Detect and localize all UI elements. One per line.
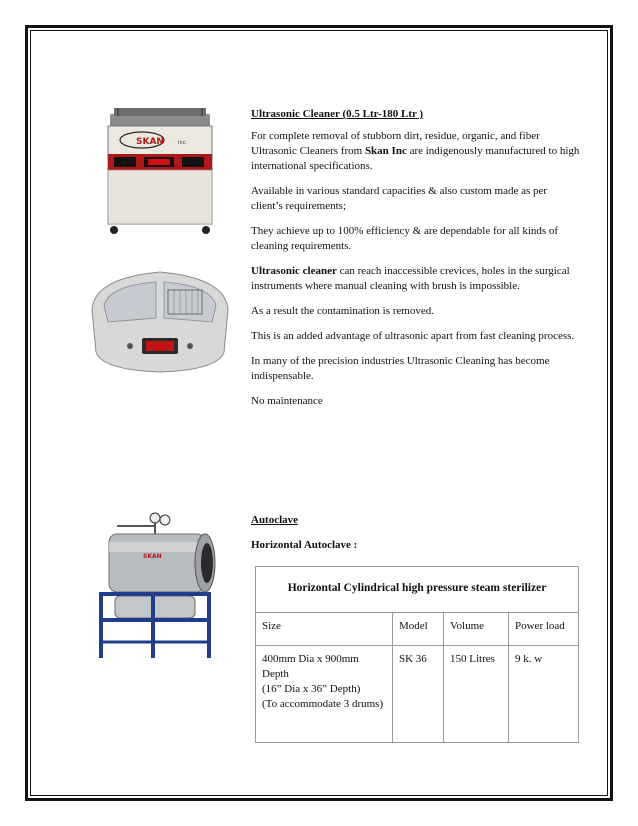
table-header-row bbox=[256, 613, 579, 646]
ultrasonic-section bbox=[251, 107, 581, 419]
cell-power-load: 9 k. w bbox=[509, 646, 579, 743]
table-row bbox=[256, 646, 579, 743]
ultrasonic-cleaner-benchtop-image bbox=[86, 266, 234, 376]
ultrasonic-paragraph-3: They achieve up to 100% efficiency & are dependable for all kinds of cleaning requirements. bbox=[251, 225, 559, 252]
autoclave-subheading: Horizontal Autoclave : bbox=[251, 539, 358, 551]
logo-text: SKAN bbox=[136, 137, 164, 147]
ultrasonic-paragraph-7: In many of the precision industries Ultrasonic Cleaning has become indispensable. bbox=[251, 355, 550, 382]
autoclave-section bbox=[251, 513, 581, 563]
horizontal-autoclave-image bbox=[95, 512, 225, 664]
autoclave-spec-table bbox=[255, 566, 579, 743]
header-power-load: Power load bbox=[509, 613, 579, 646]
autoclave-heading: Autoclave bbox=[251, 514, 299, 526]
header-size: Size bbox=[256, 613, 393, 646]
logo-suffix: Inc. bbox=[178, 140, 187, 146]
cell-volume: 150 Litres bbox=[444, 646, 509, 743]
ultrasonic-heading: Ultrasonic Cleaner (0.5 Ltr-180 Ltr ) bbox=[251, 108, 424, 120]
company-name: Skan Inc bbox=[364, 145, 407, 157]
table-caption: Horizontal Cylindrical high pressure steam sterilizer bbox=[256, 567, 579, 613]
ultrasonic-paragraph-4: Ultrasonic cleaner can reach inaccessible crevices, holes in the surgical instruments where manual cleaning with brush is impossible. bbox=[251, 265, 570, 292]
ultrasonic-paragraph-6: This is an added advantage of ultrasonic apart from fast cleaning process. bbox=[251, 330, 575, 342]
header-model: Model bbox=[393, 613, 444, 646]
ultrasonic-paragraph-1: For complete removal of stubborn dirt, residue, organic, and fiber Ultrasonic Cleaners from Skan Inc are indigenously manufactured to high international specifications. bbox=[251, 130, 580, 172]
header-volume: Volume bbox=[444, 613, 509, 646]
ultrasonic-paragraph-5: As a result the contamination is removed. bbox=[251, 305, 434, 317]
ultrasonic-cleaner-cabinet-image bbox=[104, 108, 216, 236]
ultrasonic-paragraph-2: Available in various standard capacities & also custom made as per client’s requirements; bbox=[251, 185, 548, 212]
ultrasonic-paragraph-8: No maintenance bbox=[251, 395, 323, 407]
cell-size: 400mm Dia x 900mm Depth (16” Dia x 36” Depth) (To accommodate 3 drums) bbox=[256, 646, 393, 743]
table-caption-row bbox=[256, 567, 579, 613]
cell-model: SK 36 bbox=[393, 646, 444, 743]
autoclave-label-text: SKAN bbox=[143, 553, 162, 560]
